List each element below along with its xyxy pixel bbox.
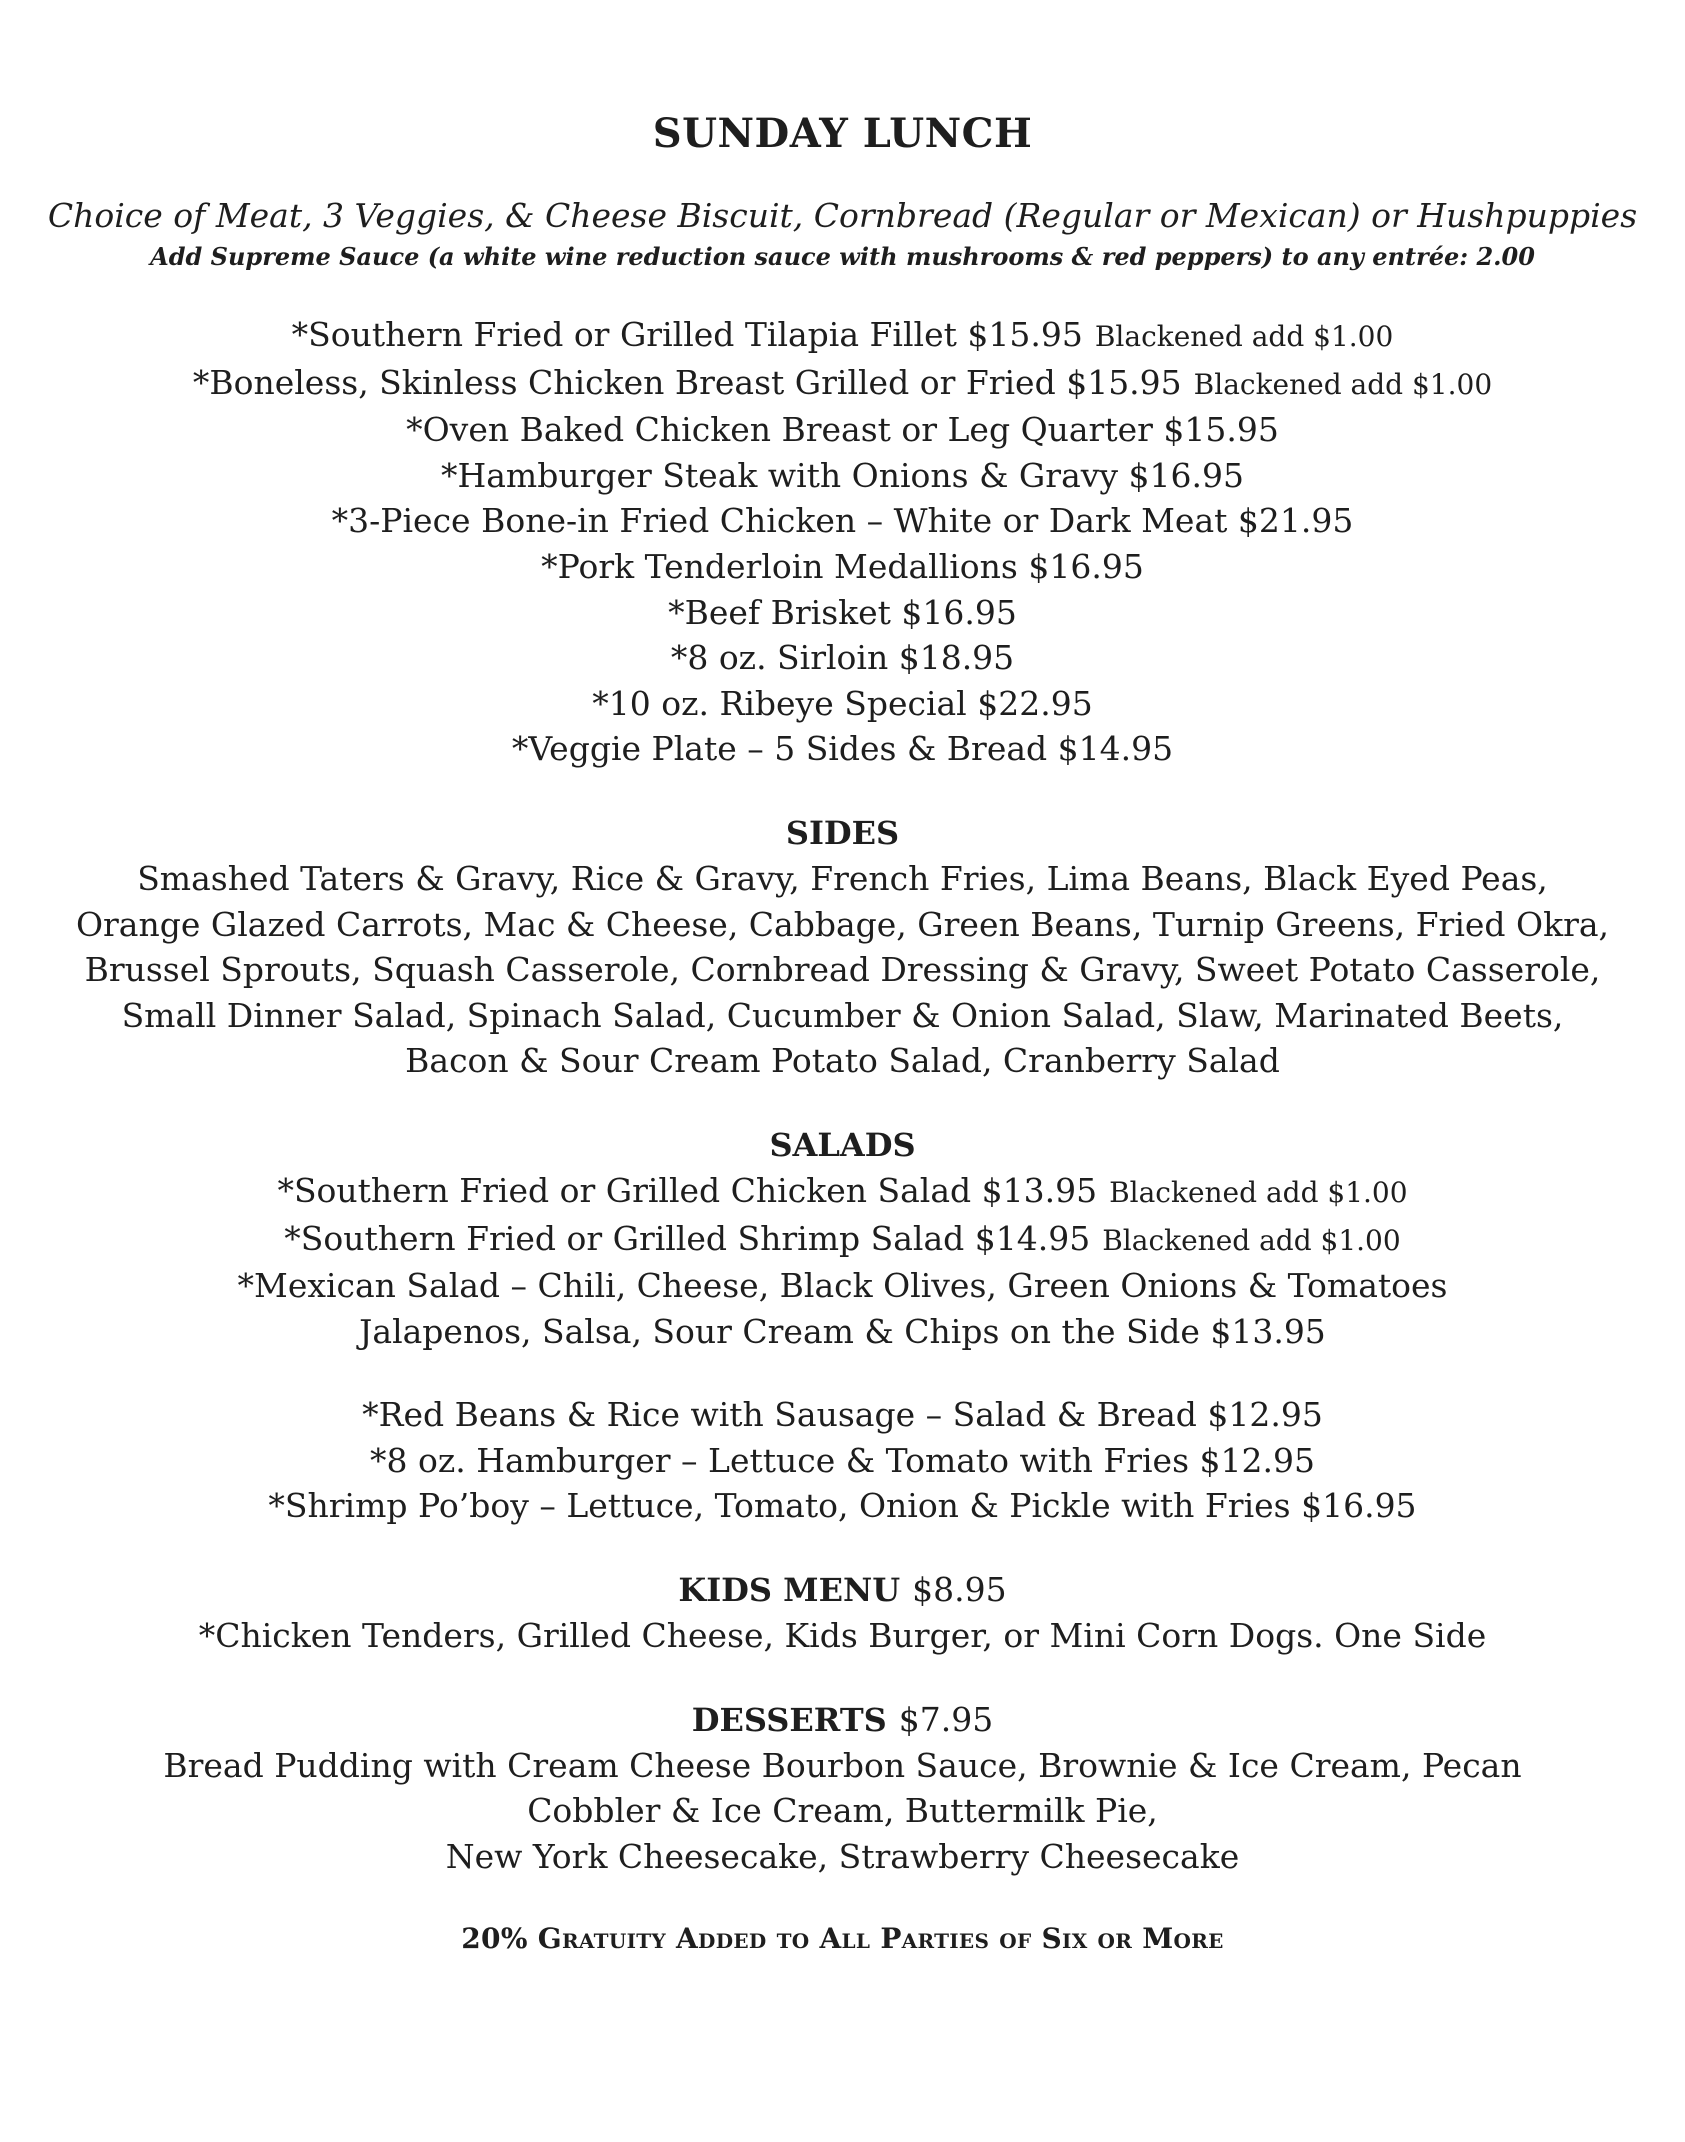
desserts-line: Bread Pudding with Cream Cheese Bourbon Sauce, Brownie & Ice Cream, Pecan	[163, 1745, 1522, 1785]
entree-text: *Oven Baked Chicken Breast or Leg Quarter $15.95	[406, 410, 1279, 450]
kids-line: *Chicken Tenders, Grilled Cheese, Kids Burger, or Mini Corn Dogs. One Side	[198, 1616, 1487, 1656]
desserts-price: $7.95	[898, 1699, 994, 1739]
specials-list	[0, 1392, 1685, 1529]
entree-item	[0, 312, 1685, 360]
entree-item	[0, 498, 1685, 544]
salad-item	[0, 1168, 1685, 1216]
sides-line: Small Dinner Salad, Spinach Salad, Cucumber & Onion Salad, Slaw, Marinated Beets,	[121, 995, 1564, 1035]
desserts-heading: DESSERTS	[691, 1700, 887, 1739]
kids-price: $8.95	[912, 1570, 1007, 1610]
entree-item	[0, 590, 1685, 636]
entree-item	[0, 635, 1685, 681]
entree-text: *3-Piece Bone-in Fried Chicken – White or Dark Meat $21.95	[331, 501, 1354, 541]
gratuity-note: 20% Gratuity Added to All Parties of Six or More	[461, 1922, 1224, 1956]
special-item: *8 oz. Hamburger – Lettuce & Tomato with Fries $12.95	[370, 1440, 1315, 1480]
entree-extra: Blackened add $1.00	[1094, 320, 1394, 353]
salad-item	[0, 1216, 1685, 1264]
salad-text: *Southern Fried or Grilled Shrimp Salad $14.95	[284, 1218, 1091, 1258]
entree-text: *Pork Tenderloin Medallions $16.95	[541, 546, 1144, 586]
special-item: *Red Beans & Rice with Sausage – Salad & Bread $12.95	[362, 1395, 1323, 1435]
desserts-line: Cobbler & Ice Cream, Buttermilk Pie,	[527, 1791, 1158, 1831]
entree-item	[0, 726, 1685, 772]
salad-item	[0, 1263, 1685, 1309]
entree-item	[0, 453, 1685, 499]
entree-list	[0, 312, 1685, 772]
desserts-section	[0, 1697, 1685, 1880]
special-item: *Shrimp Po’boy – Lettuce, Tomato, Onion & Pickle with Fries $16.95	[268, 1486, 1417, 1526]
entree-extra: Blackened add $1.00	[1193, 367, 1493, 401]
page-title: SUNDAY LUNCH	[652, 110, 1033, 157]
menu-subtitle: Choice of Meat, 3 Veggies, & Cheese Biscuit, Cornbread (Regular or Mexican) or Hushpuppies	[47, 196, 1638, 235]
entree-text: *Veggie Plate – 5 Sides & Bread $14.95	[511, 729, 1174, 769]
salad-item	[0, 1309, 1685, 1355]
entree-item	[0, 360, 1685, 408]
entree-text: *Hamburger Steak with Onions & Gravy $16.95	[440, 455, 1244, 495]
sides-line: Smashed Taters & Gravy, Rice & Gravy, French Fries, Lima Beans, Black Eyed Peas,	[137, 858, 1548, 898]
salad-text: *Southern Fried or Grilled Chicken Salad $13.95	[277, 1170, 1098, 1210]
entree-text: *Beef Brisket $16.95	[668, 592, 1017, 632]
salads-section	[0, 1122, 1685, 1354]
salad-text: *Mexican Salad – Chili, Cheese, Black Olives, Green Onions & Tomatoes	[237, 1266, 1448, 1306]
entree-text: *Southern Fried or Grilled Tilapia Fillet $15.95	[291, 315, 1083, 354]
desserts-line: New York Cheesecake, Strawberry Cheesecake	[445, 1836, 1240, 1876]
kids-heading-row	[0, 1567, 1685, 1613]
entree-item	[0, 544, 1685, 590]
entree-item	[0, 407, 1685, 453]
salad-extra: Blackened add $1.00	[1109, 1175, 1408, 1209]
entree-text: *8 oz. Sirloin $18.95	[670, 638, 1015, 678]
sides-line: Bacon & Sour Cream Potato Salad, Cranberry Salad	[405, 1041, 1280, 1081]
sides-heading: SIDES	[785, 813, 900, 852]
entree-text: *10 oz. Ribeye Special $22.95	[592, 683, 1093, 723]
desserts-heading-row	[0, 1697, 1685, 1743]
kids-section	[0, 1567, 1685, 1659]
sides-line: Brussel Sprouts, Squash Casserole, Cornbread Dressing & Gravy, Sweet Potato Casserole,	[84, 950, 1601, 990]
entree-item	[0, 681, 1685, 727]
kids-heading: KIDS MENU	[678, 1571, 901, 1610]
sides-section	[0, 810, 1685, 1084]
salad-extra: Blackened add $1.00	[1102, 1223, 1401, 1257]
sauce-note: Add Supreme Sauce (a white wine reduction sauce with mushrooms & red peppers) to any entrée: 2.00	[150, 242, 1535, 271]
entree-text: *Boneless, Skinless Chicken Breast Grilled or Fried $15.95	[192, 362, 1182, 402]
salads-heading: SALADS	[769, 1125, 916, 1164]
sides-line: Orange Glazed Carrots, Mac & Cheese, Cabbage, Green Beans, Turnip Greens, Fried Okra,	[75, 904, 1610, 944]
salad-text: Jalapenos, Salsa, Sour Cream & Chips on the Side $13.95	[359, 1311, 1326, 1351]
